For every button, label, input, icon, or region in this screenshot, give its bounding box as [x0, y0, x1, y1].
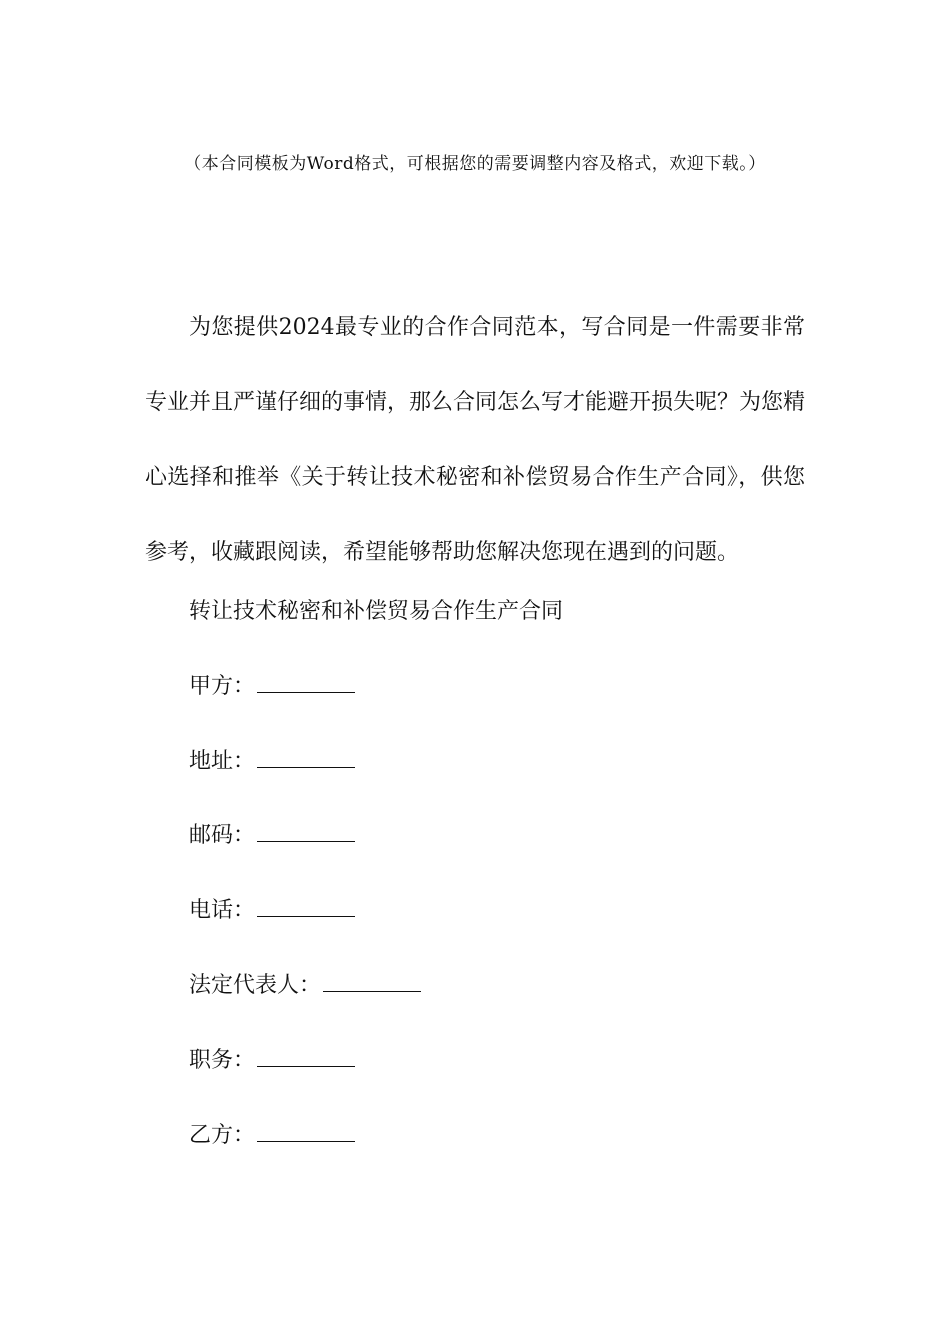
field-label: 甲方： — [189, 674, 256, 699]
fill-in-blank[interactable] — [257, 1044, 355, 1067]
contract-title: 转让技术秘密和补偿贸易合作生产合同 — [189, 599, 564, 624]
fill-in-blank[interactable] — [257, 819, 355, 842]
field-legal-representative — [189, 966, 421, 1006]
field-label: 电话： — [189, 898, 256, 923]
fill-in-blank[interactable] — [257, 745, 355, 768]
field-label: 法定代表人： — [189, 973, 322, 998]
field-party-b — [189, 1116, 355, 1156]
fill-in-blank[interactable] — [257, 670, 355, 693]
field-postcode — [189, 816, 355, 856]
intro-paragraph: 为您提供2024最专业的合作合同范本，写合同是一件需要非常专业并且严谨仔细的事情，那么合同怎么写才能避开损失呢？为您精心选择和推举《关于转让技术秘密和补偿贸易合作生产合同》，供您参考，收藏跟阅读，希望能够帮助您解决您现在遇到的问题。 — [145, 315, 806, 565]
fill-in-blank[interactable] — [257, 894, 355, 917]
field-party-a — [189, 667, 355, 707]
field-phone — [189, 891, 355, 931]
template-note: （本合同模板为Word格式，可根据您的需要调整内容及格式，欢迎下载。） — [184, 154, 766, 174]
field-position — [189, 1041, 355, 1081]
field-label: 地址： — [189, 749, 256, 774]
fill-in-blank[interactable] — [323, 969, 421, 992]
field-label: 职务： — [189, 1048, 256, 1073]
field-label: 邮码： — [189, 823, 256, 848]
field-address — [189, 742, 355, 782]
field-label: 乙方： — [189, 1123, 256, 1148]
fill-in-blank[interactable] — [257, 1119, 355, 1142]
